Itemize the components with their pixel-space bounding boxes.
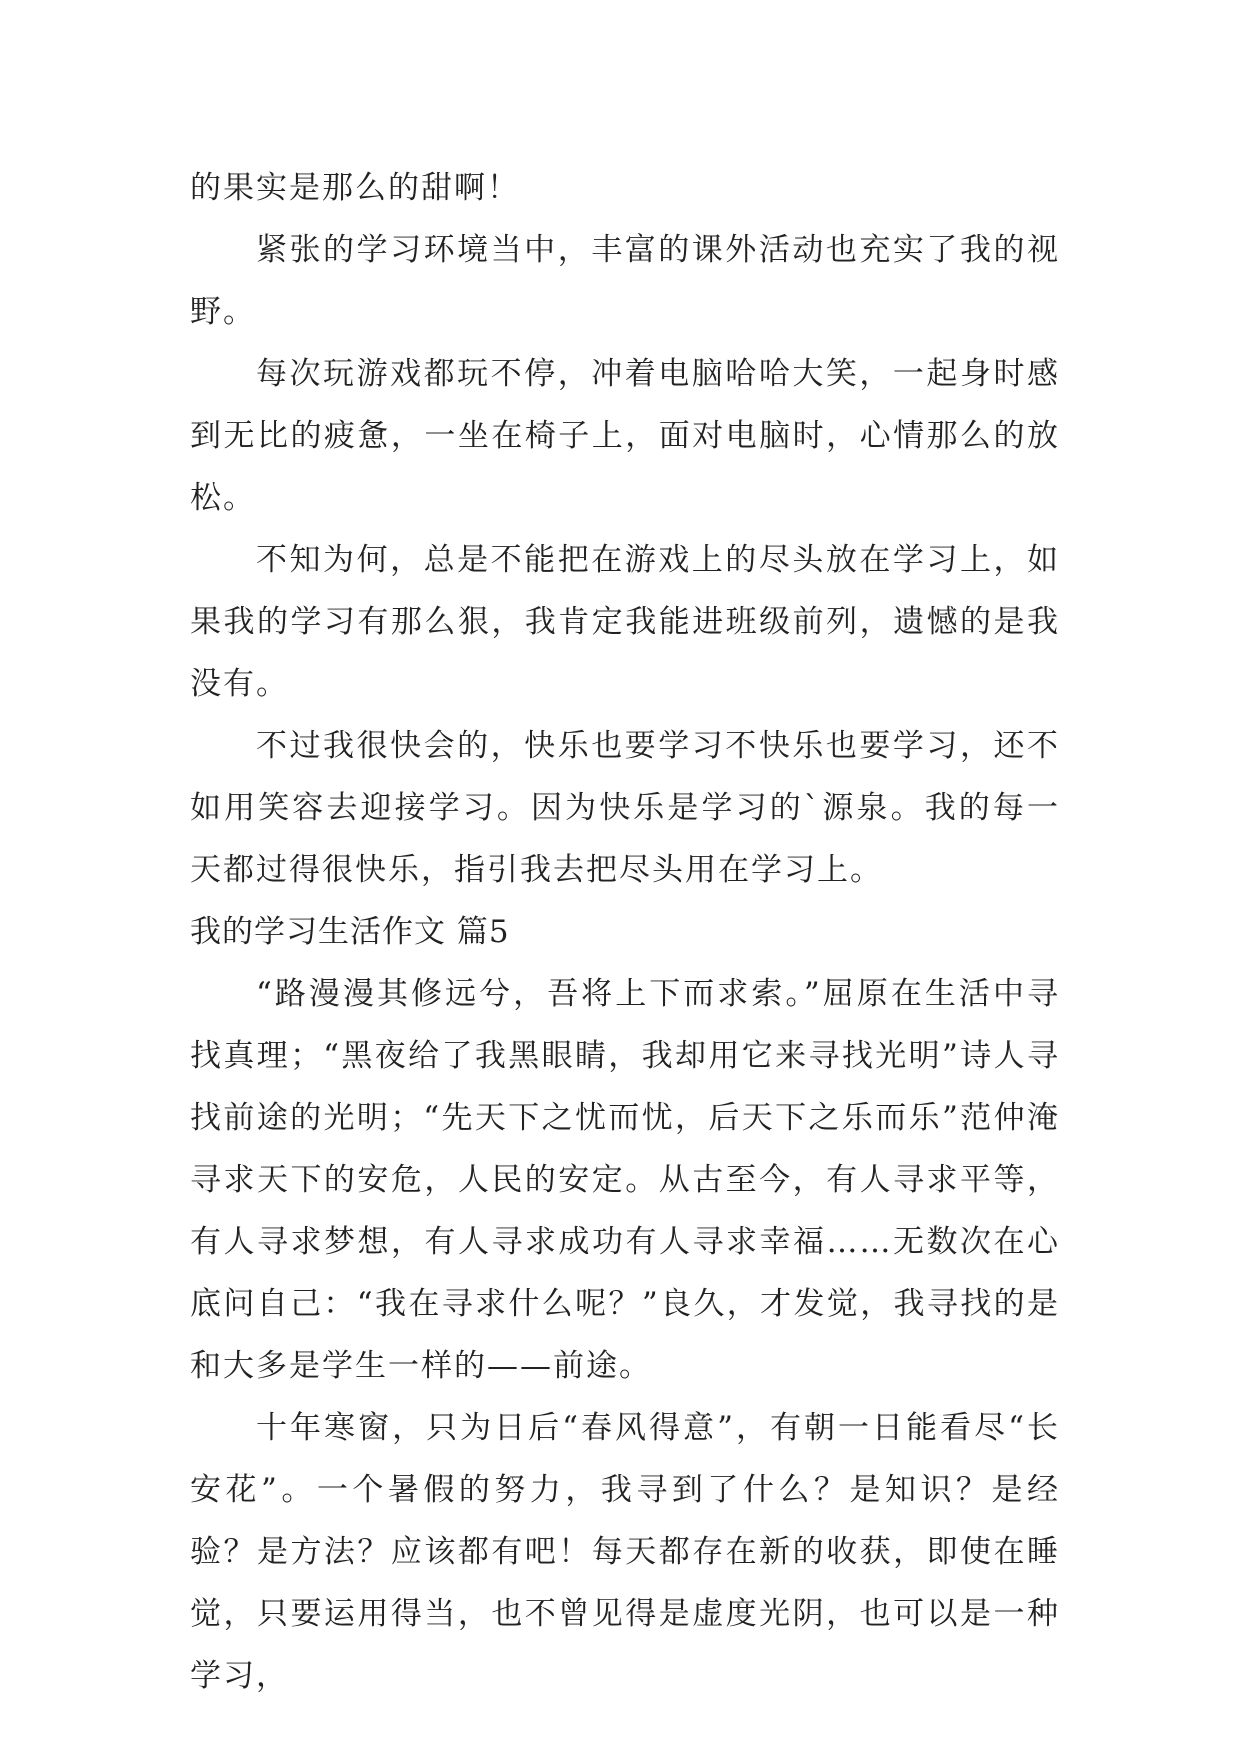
paragraph-continued: 的果实是那么的甜啊！ [190,170,520,206]
paragraph: 不过我很快会的，快乐也要学习不快乐也要学习，还不如用笑容去迎接学习。因为快乐是学习的`源泉。我的每一天都过得很快乐，指引我去把尽头用在学习上。 [190,728,1060,888]
paragraph: 不知为何，总是不能把在游戏上的尽头放在学习上，如果我的学习有那么狠，我肯定我能进班级前列，遗憾的是我没有。 [190,542,1060,702]
paragraph: “路漫漫其修远兮，吾将上下而求索。”屈原在生活中寻找真理；“黑夜给了我黑眼睛，我却用它来寻找光明”诗人寻找前途的光明；“先天下之忧而忧，后天下之乐而乐”范仲淹寻求天下的安危，人民的安定。从古至今，有人寻求平等，有人寻求梦想，有人寻求成功有人寻求幸福……无数次在心底问自己：“我在寻求什么呢？”良久，才发觉，我寻找的是和大多是学生一样的——前途。 [190,976,1060,1384]
paragraph: 每次玩游戏都玩不停，冲着电脑哈哈大笑，一起身时感到无比的疲惫，一坐在椅子上，面对电脑时，心情那么的放松。 [190,356,1060,516]
paragraph: 十年寒窗，只为日后“春风得意”，有朝一日能看尽“长安花”。一个暑假的努力，我寻到了什么？是知识？是经验？是方法？应该都有吧！每天都存在新的收获，即使在睡觉，只要运用得当，也不曾见得是虚度光阴，也可以是一种学习， [190,1410,1060,1694]
document-body [190,157,1060,1707]
section-heading: 我的学习生活作文 篇5 [190,914,510,950]
paragraph: 紧张的学习环境当中，丰富的课外活动也充实了我的视野。 [190,232,1060,330]
